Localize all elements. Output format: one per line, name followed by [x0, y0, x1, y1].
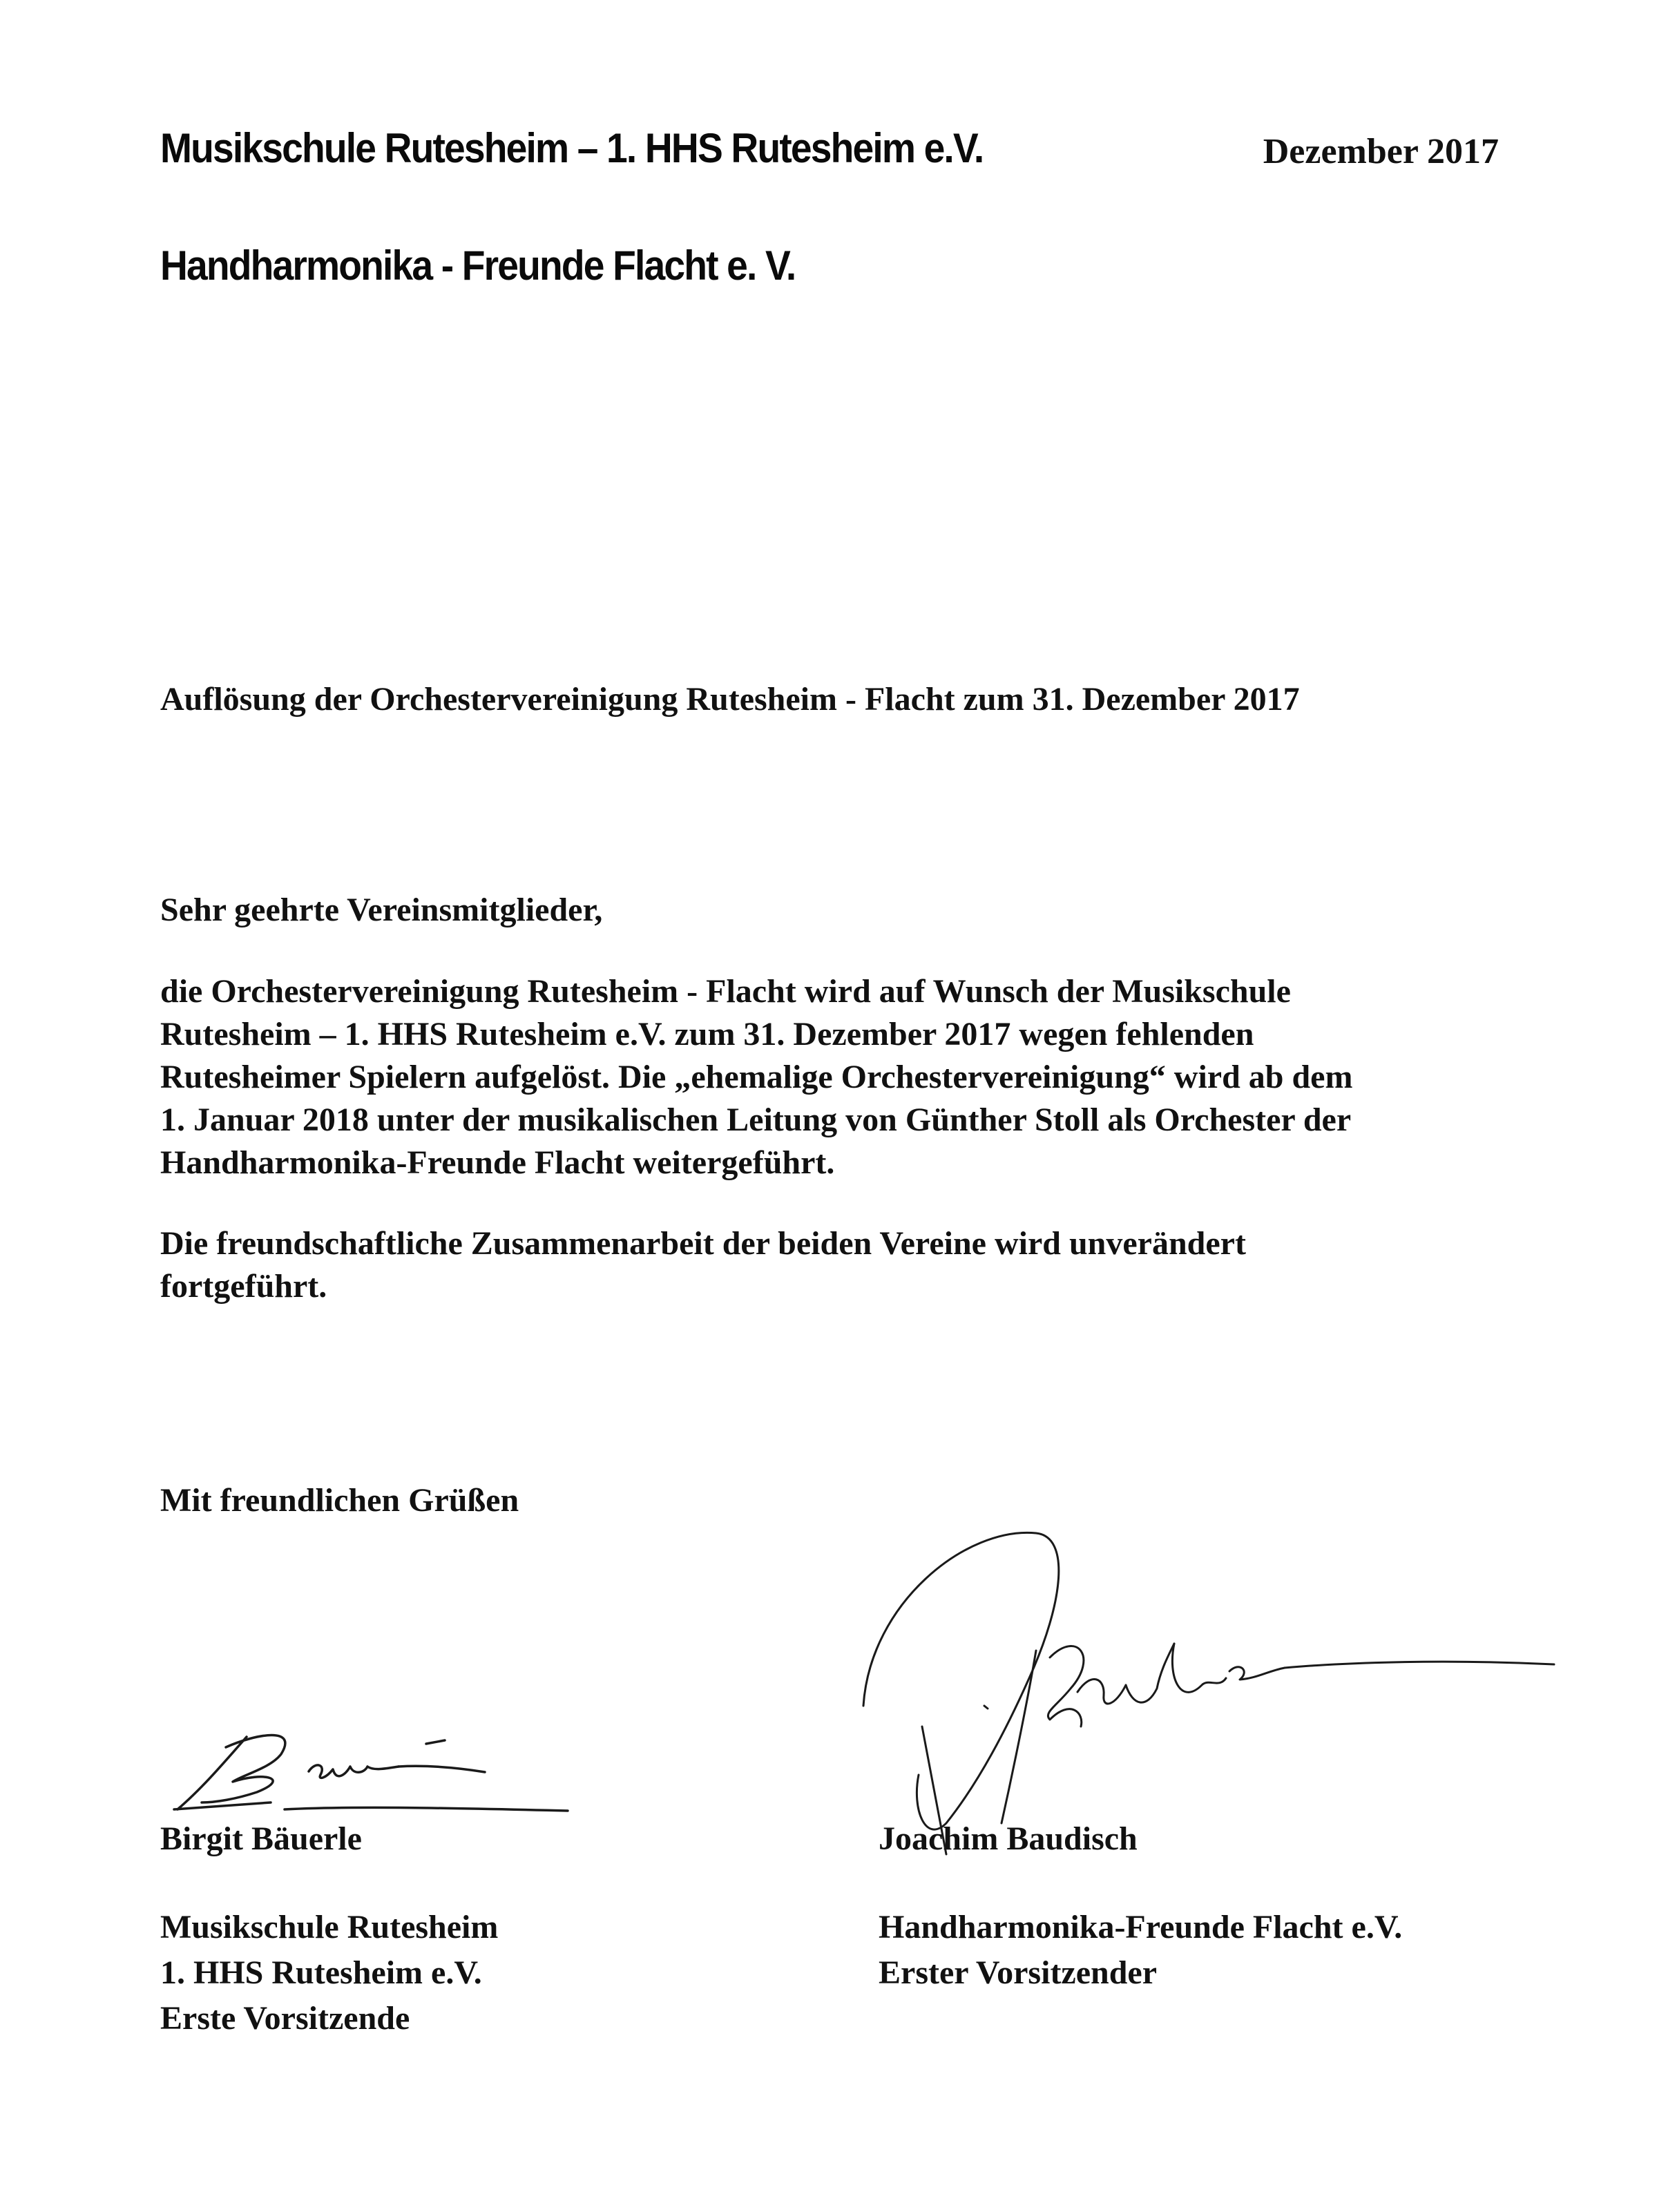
- letter-date: Dezember 2017: [1263, 132, 1499, 171]
- signatory-right: [879, 1816, 1402, 1996]
- letter-subject: Auflösung der Orchestervereinigung Rutesheim - Flacht zum 31. Dezember 2017: [160, 681, 1300, 718]
- signatory-left-name: Birgit Bäuerle: [160, 1820, 362, 1857]
- org-name-handharmonika: Handharmonika - Freunde Flacht e. V.: [160, 242, 796, 289]
- signatory-right-role-line: Handharmonika-Freunde Flacht e.V.: [879, 1909, 1403, 1945]
- signature-left-image: [160, 1706, 575, 1823]
- body-line: 1. Januar 2018 unter der musikalischen Leitung von Günther Stoll als Orchester der: [160, 1102, 1352, 1138]
- body-line: Die freundschaftliche Zusammenarbeit der beiden Vereine wird unverändert: [160, 1225, 1246, 1262]
- body-line: Rutesheimer Spielern aufgelöst. Die „ehemalige Orchestervereinigung“ wird ab dem: [160, 1059, 1353, 1095]
- body-line: Rutesheim – 1. HHS Rutesheim e.V. zum 31. Dezember 2017 wegen fehlenden: [160, 1016, 1254, 1052]
- salutation: Sehr geehrte Vereinsmitglieder,: [160, 892, 603, 928]
- body-line: die Orchestervereinigung Rutesheim - Flacht wird auf Wunsch der Musikschule: [160, 973, 1291, 1010]
- body-paragraph-1: [160, 970, 1528, 1184]
- body-line: Handharmonika-Freunde Flacht weitergeführt.: [160, 1144, 835, 1181]
- signatory-right-role-line: Erster Vorsitzender: [879, 1954, 1158, 1991]
- signatory-left-role-line: Erste Vorsitzende: [160, 2000, 410, 2037]
- signatory-left-role-line: Musikschule Rutesheim: [160, 1909, 499, 1945]
- org-name-musikschule: Musikschule Rutesheim – 1. HHS Rutesheim e.V.: [160, 125, 984, 171]
- signatory-right-name: Joachim Baudisch: [879, 1820, 1138, 1857]
- closing: Mit freundlichen Grüßen: [160, 1482, 519, 1519]
- signatory-left: [160, 1816, 498, 2041]
- body-paragraph-2: [160, 1222, 1528, 1308]
- signatory-left-role-line: 1. HHS Rutesheim e.V.: [160, 1954, 482, 1991]
- body-line: fortgeführt.: [160, 1268, 327, 1305]
